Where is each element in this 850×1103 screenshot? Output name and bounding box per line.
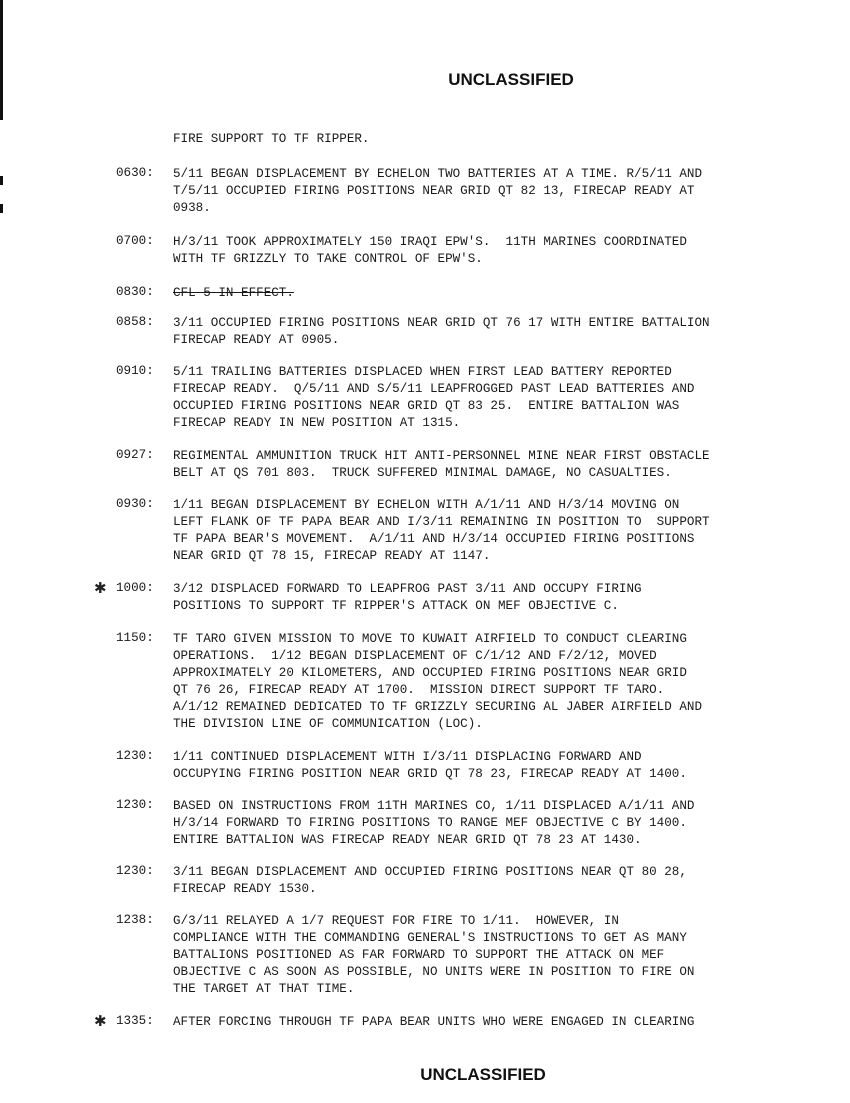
entry-text: 3/11 BEGAN DISPLACEMENT AND OCCUPIED FIRING POSITIONS NEAR QT 80 28, FIRECAP READY 1530.: [173, 865, 687, 896]
entry-text: 3/12 DISPLACED FORWARD TO LEAPFROG PAST 3/11 AND OCCUPY FIRING POSITIONS TO SUPPORT TF RIPPER'S ATTACK ON MEF OBJECTIVE C.: [173, 582, 642, 613]
margin-mark: [0, 0, 3, 120]
entry-time: 1230:: [116, 749, 154, 763]
entry-text: 5/11 TRAILING BATTERIES DISPLACED WHEN FIRST LEAD BATTERY REPORTED FIRECAP READY. Q/5/11 AND S/5/11 LEAPFROGGED PAST LEAD BATTERIES AND OCCUPIED FIRING POSITIONS NEAR GRID QT 83 25. ENTIRE BATTALION WAS FIRECAP READY IN NEW POSITION AT 1315.: [173, 365, 695, 430]
entry-text: TF TARO GIVEN MISSION TO MOVE TO KUWAIT AIRFIELD TO CONDUCT CLEARING OPERATIONS. 1/12 BEGAN DISPLACEMENT OF C/1/12 AND F/2/12, MOVED APPROXIMATELY 20 KILOMETERS, AND OCCUPIED FIRING POSITIONS NEAR GRID QT 76 26, FIRECAP READY AT 1700. MISSION DIRECT SUPPORT TF TARO. A/1/12 REMAINED DEDICATED TO TF GRIZZLY SECURING AL JABER AIRFIELD AND THE DIVISION LINE OF COMMUNICATION (LOC).: [173, 632, 703, 731]
entry-text: G/3/11 RELAYED A 1/7 REQUEST FOR FIRE TO 1/11. HOWEVER, IN COMPLIANCE WITH THE COMMANDING GENERAL'S INSTRUCTIONS TO GET AS MANY BATTALIONS POSITIONED AS FAR FORWARD TO SUPPORT THE ATTACK ON MEF OBJECTIVE C AS SOON AS POSSIBLE, NO UNITS WERE IN POSITION TO FIRE ON THE TARGET AT THAT TIME.: [173, 914, 695, 996]
entry-time: 1238:: [116, 913, 154, 927]
entry-time: 0930:: [116, 497, 154, 511]
entry-time: 0830:: [116, 285, 154, 299]
entry-time: 0630:: [116, 166, 154, 180]
entry-text: BASED ON INSTRUCTIONS FROM 11TH MARINES CO, 1/11 DISPLACED A/1/11 AND H/3/14 FORWARD TO FIRING POSITIONS TO RANGE MEF OBJECTIVE C BY 1400. ENTIRE BATTALION WAS FIRECAP READY NEAR GRID QT 78 23 AT 1430.: [173, 799, 695, 847]
entry-time: 1150:: [116, 631, 154, 645]
entry-text: 1/11 BEGAN DISPLACEMENT BY ECHELON WITH A/1/11 AND H/3/14 MOVING ON LEFT FLANK OF TF PAPA BEAR AND I/3/11 REMAINING IN POSITION TO SUPPORT TF PAPA BEAR'S MOVEMENT. A/1/11 AND H/3/14 OCCUPIED FIRING POSITIONS NEAR GRID QT 78 15, FIRECAP READY AT 1147.: [173, 498, 710, 563]
entry-text: AFTER FORCING THROUGH TF PAPA BEAR UNITS WHO WERE ENGAGED IN CLEARING: [173, 1015, 695, 1029]
entry-time: 0700:: [116, 234, 154, 248]
entry-time: 1230:: [116, 798, 154, 812]
margin-mark: [0, 176, 3, 185]
entry-text: 1/11 CONTINUED DISPLACEMENT WITH I/3/11 DISPLACING FORWARD AND OCCUPYING FIRING POSITION NEAR GRID QT 78 23, FIRECAP READY AT 1400.: [173, 750, 687, 781]
entry-time: 1335:: [116, 1014, 154, 1028]
entry-text: CFL 5 IN EFFECT.: [173, 286, 294, 300]
entry-text: 5/11 BEGAN DISPLACEMENT BY ECHELON TWO BATTERIES AT A TIME. R/5/11 AND T/5/11 OCCUPIED FIRING POSITIONS NEAR GRID QT 82 13, FIRECAP READY AT 0938.: [173, 167, 703, 215]
entry-text: REGIMENTAL AMMUNITION TRUCK HIT ANTI-PERSONNEL MINE NEAR FIRST OBSTACLE BELT AT QS 701 803. TRUCK SUFFERED MINIMAL DAMAGE, NO CASUALTIES.: [173, 449, 710, 480]
handwritten-asterisk-icon: ✱: [94, 1012, 107, 1030]
entry-time: 0858:: [116, 315, 154, 329]
entry-time: 1000:: [116, 581, 154, 595]
entry-text: 3/11 OCCUPIED FIRING POSITIONS NEAR GRID QT 76 17 WITH ENTIRE BATTALION FIRECAP READY AT 0905.: [173, 316, 710, 347]
classification-banner-top: UNCLASSIFIED: [448, 70, 574, 89]
entry-time: 1230:: [116, 864, 154, 878]
entry-time: 0910:: [116, 364, 154, 378]
entry-time: 0927:: [116, 448, 154, 462]
margin-mark: [0, 204, 3, 213]
handwritten-asterisk-icon: ✱: [94, 579, 107, 597]
classification-banner-bottom: UNCLASSIFIED: [420, 1065, 546, 1084]
entry-text: H/3/11 TOOK APPROXIMATELY 150 IRAQI EPW'S. 11TH MARINES COORDINATED WITH TF GRIZZLY TO TAKE CONTROL OF EPW'S.: [173, 235, 687, 266]
entry-text: FIRE SUPPORT TO TF RIPPER.: [173, 132, 370, 146]
